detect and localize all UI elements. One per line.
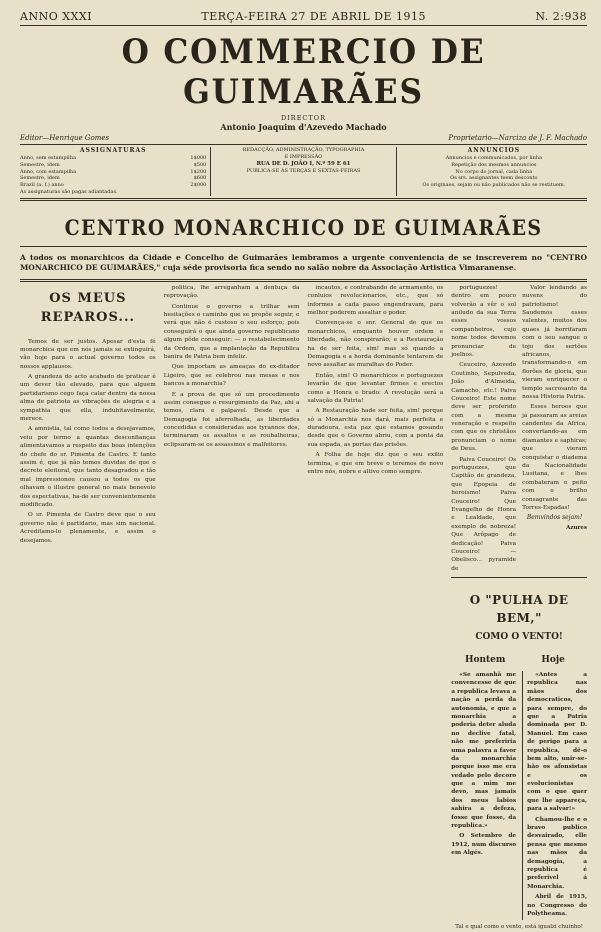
article-separator [451, 577, 587, 578]
column-4 [451, 284, 587, 932]
advertisements-box [401, 147, 587, 196]
column-3 [308, 284, 444, 932]
masthead-top-line [20, 0, 587, 23]
article-title: OS MEUS REPAROS... [40, 290, 135, 325]
paragraph: A grandeza do acto acabado de praticar é um dever tão elevado, para que alguem partidarismo cego faça calar dentro da nossa alma de patriota as vibrações de alegria e a sympathia que ella, indubitavelmente, merece. [20, 374, 156, 423]
editor-row [20, 134, 587, 142]
pulha-quotes [451, 671, 587, 920]
address-box [210, 147, 396, 196]
quote-yesterday [451, 671, 516, 920]
masthead-rule [20, 25, 587, 26]
subscription-row: Semestre, idem $500 [20, 161, 207, 168]
appeal-notice: A todos os monarchicos da Cidade e Concelho de Guimarães lembramos a urgente conveniencia de se inscreverem no "CENTRO MONARCHICO DE GUIMARÃES," cuja séde provisoria fica sendo no salão nobre da Associação Artistica Vimaranense. [20, 252, 587, 272]
body-columns [20, 284, 587, 931]
paragraph: O Setembro de 1912, num discurso em Algés. [451, 833, 517, 857]
section-rule [20, 198, 587, 201]
paragraph: portuguezes! dentro em pouco volverão a vêr o sol aniludo da sua Terra esses vossos companheiros, cujo nome todos devemos pronunciar de joelhos. [451, 284, 517, 358]
paragraph: Paiva Couceiro! Os portuguezes, que Capitão de grandeza, que Epopeia de heroismo! Paiva Couceiro! Que Evangelho de Honra e Lealdade, que exemplo de nobreza! Que Arôpago de dedicação! Paiva Couceiro! —Obelisco... pyramide de [451, 456, 517, 572]
issue-number: N. 2:938 [535, 10, 587, 23]
subscriptions-title: ASSIGNATURAS [79, 147, 147, 154]
paragraph: Temos de ser justos. Apesar d'esta fé monarchica que em nós jamais se extinguirá, vão hoje para o actual governo todos os nossos applausos. [20, 338, 156, 370]
column-4-top [451, 284, 587, 575]
pulha-title: O "PULHA DE BEM," [469, 593, 569, 625]
paragraph: Então, sim! O monarchicos e portuguezes levarão de que levantar firmes e erectos como a Honra e brado: A revolução será a salvação da Patria! [307, 372, 444, 404]
article-signature: Azures [566, 525, 587, 532]
pulha-subtitle: COMO O VENTO! [475, 631, 563, 642]
paragraph: A Folha de hoje diz que o seu exilio termina, e que em breve o teremos de novo entre nós, nobre e altivo como sempre. [307, 452, 444, 476]
closing-line: Tal e qual como o vento, está igualzi chuinho! [455, 924, 583, 931]
paragraph: Continue o governo a trilhar sem hesitações o caminho que se propõe seguir, e verá que não é custoso o seu esforço; pois conseguirá o que ainda governo republicano algum pôde conseguir: — o restabelecimento da Ordem, que a implantação da Republica banira de Patria bem infeliz. [163, 303, 300, 360]
heading-today: Hoje [541, 654, 565, 665]
publication-days: PUBLICA-SE ÀS TERÇAS E SEXTAS-FEIRAS [246, 167, 361, 174]
paragraph: Convença-se o snr. General de que os monarchicos, emquanto houver ordem e liberdade, não conspirarão; e a Restauração ha de ser feita, sim! mas só quando a Demagogia e a horda dominante tentarem de novo assaltar as muralhas do Poder. [307, 320, 444, 369]
header-info-boxes [20, 147, 587, 196]
heading-yesterday: Hontem [464, 654, 506, 665]
editor-name: Editor—Henrique Gomes [20, 134, 110, 142]
ad-rate-line: Repetição dos mesmos annuncios [451, 161, 537, 168]
paragraph: Esses heroes que já passaram as areias candentes da Africa, convertando-as em diamantes e saphiras; que vieram conquistar o diadema da Nacionalidade Lusitana, e lhes combateram o peito com o brilho consagrante das Torres-Espadas! [522, 404, 587, 511]
centre-banner: CENTRO MONARCHICO DE GUIMARÃES [64, 214, 543, 240]
paragraph: A amnistia, tal como todos a desejavamos, veiu por termo a quantas desconfianças alimentavamos a respeito das boas intenções do chefe do sr. Pimenta de Castro. E tanto assim é, que já não temos duvidas de que o decreto eleitoral, que tanto desagradou e tão mal impressionou causou a todos os que olhavam o illustre general no mais benevolo dos espectativas, ha-de ser convenientemente modificado. [20, 426, 156, 508]
issue-date: TERÇA-FEIRA 27 DE ABRIL DE 1915 [201, 10, 426, 23]
paragraph: incautos, e contrabando de armamento, os conluios revolucionarios, etc., que só informes a cada passo engendravam, para melhor poderem assaltar o poder. [307, 284, 444, 317]
subscription-row: Brazil (a. f.) anno 2$000 [20, 182, 207, 189]
address-street: RUA DE D. JOÃO I, N.º 59 E 61 [256, 160, 351, 167]
column-1 [20, 284, 156, 932]
director-label: DIRECTOR [281, 114, 326, 122]
paragraph: politica, lhe arreganham a dentuça da reprovação. [163, 284, 300, 300]
subscriptions-box [20, 147, 206, 196]
paragraph: A Restauração hade ser feita, sim! porque só a Monarchia nos dará, mais perfeita e duradoura, esta paz que estamos gosando desde que o Governo abriu, com a ponta da sua espada, as portas das prisões. [307, 408, 444, 448]
subscription-row: Anno, sem estampilha 1$000 [20, 155, 207, 162]
paragraph: Abril de 1915, no Congresso do Polytheama. [527, 894, 587, 917]
newspaper-title: O COMMERCIO DE GUIMARÃES [121, 32, 486, 112]
quote-today [522, 671, 587, 920]
address-line: E IMPRESSÃO [284, 153, 323, 160]
paragraph: E a prova de que só um procedimento assim consegue o resurgimento da Paz, ahi a temos, clara e palpavel. Desde que a Demagogia foi aferrolhada, as liberdades concedidas e consideradas aos tyrannos dos, terminaram os assaltos e as roubalheiras, eclipsaram-se os assassinos e malfeitores. [163, 391, 300, 448]
subscriptions-note: As assignaturas são pagas adiantadas. [20, 188, 118, 195]
paragraph: Ceuceiro, Azevedo Coutinho, Sepulveda, João d'Almeida, Camacho, etc.! Paiva Couceiro! Este nome deve ser proferido com a mesma veneração e respeito com que os christãos pronunciam o nome de Deus. [451, 362, 517, 453]
appeal-rule [20, 279, 587, 282]
ad-rate-line: Os originaes, sejam ou não publicados não se restituem. [422, 182, 566, 189]
issue-year: ANNO XXXI [20, 10, 93, 23]
advertisements-title: ANNUNCIOS [467, 147, 521, 154]
ad-rate-line: No corpo do jornal, cada linha [455, 168, 533, 175]
article1-continuation [451, 284, 516, 575]
banner-rule [20, 246, 587, 247]
ad-rate-line: Annuncios e communicados, por linha [445, 155, 543, 162]
director-name: Antonio Joaquim d'Azevedo Machado [220, 122, 387, 132]
column-2 [164, 284, 300, 932]
paragraph: Chamou-lhe e o bravo publico desvairado, elle pensa que mesmo nas mãos da demagogia, a republica é preferivel á Monarchia. [527, 816, 587, 890]
paragraph: Valor lendando as nuvens do patriotismo! Saudemos esses valentes, muitos dos quaes já borrifaram com o seu sangue o tojo dos sertões africanos, transformando-o em florões de gloria, que vieram enriquecer o templo sacrosanto da nossa Historia Patria. [522, 284, 587, 400]
paragraph: Que importam as ameaças do ex-ditador Ligeiro, que se celebrou nas mesas e nos bancos a monarchia? [163, 364, 300, 388]
address-line: REDACÇÃO, ADMINISTRAÇÃO, TYPOGRAPHIA [242, 147, 365, 153]
ad-rate-line: Os srs. assignantes teem desconto [450, 175, 538, 182]
paragraph: «Se amanhã me convencesse de que a republica levava a nação a perda da autonomia, e que a monarchia a poderia deter aluda no declive fatal, não me preferiria uma palavra a favor da monarchia porque isso me era vedado pelo decoro que a mim me devo, mas jamais dos meus labios sahira a defeza, fosse que fosse, da republica.» [451, 672, 517, 830]
paragraph: «Antes a republica nas mãos dos democraticos, para sempre, do que a Patria dominada por D. Manuel. Em caso de perigo para a republica, dê-o bem alto, unir-se-hão os afonsistas e os evolucionistas com o que quer que lhe appareça, para a salvar!» [527, 672, 587, 813]
article2-text [522, 284, 587, 575]
welcome-line: Bemvindos sejam! [526, 514, 583, 522]
paragraph: O sr. Pimenta de Castro deve que o seu governo não é partidario, mas sim nacional. Acreditamo-lo plenamente, e assim o desejamos. [20, 512, 156, 544]
subscription-row: Anno, com estampilha 1$200 [20, 168, 207, 175]
header-rule [20, 144, 587, 145]
owner-name: Proprietario—Narciza de J. F. Machado [448, 134, 587, 142]
pulha-headings [451, 654, 587, 667]
subscription-row: Semestre, idem $600 [20, 175, 207, 182]
